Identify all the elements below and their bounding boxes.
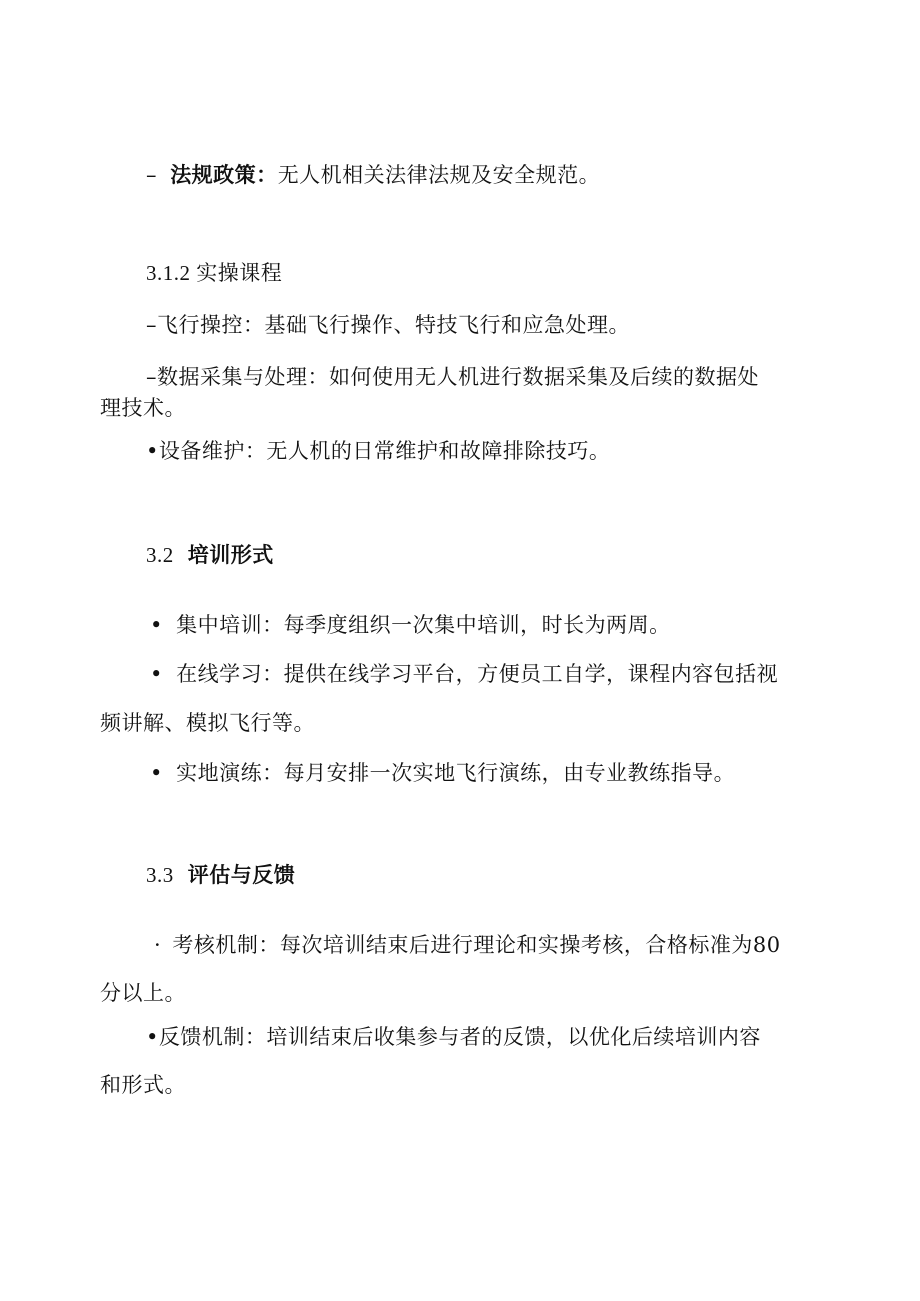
law-item-text: 无人机相关法律法规及安全规范。 bbox=[277, 163, 601, 187]
list-item-text: 设备维护：无人机的日常维护和故障排除技巧。 bbox=[158, 439, 611, 463]
list-item-text: 考核机制：每次培训结束后进行理论和实操考核，合格标准为80 bbox=[172, 933, 781, 957]
list-item bbox=[146, 310, 630, 340]
list-item bbox=[154, 930, 781, 960]
list-item-text: 实地演练：每月安排一次实地飞行演练，由专业教练指导。 bbox=[176, 761, 736, 785]
practical-course-heading: 3.1.2 实操课程 bbox=[146, 261, 283, 285]
section-title: 培训形式 bbox=[187, 542, 274, 567]
bullet-marker: • bbox=[146, 439, 159, 463]
bullet-marker: • bbox=[150, 613, 163, 637]
section-title: 评估与反馈 bbox=[187, 862, 296, 887]
law-item-label: 法规政策： bbox=[170, 162, 278, 187]
list-item-text: 飞行操控：基础飞行操作、特技飞行和应急处理。 bbox=[157, 313, 630, 337]
list-item-text: 集中培训：每季度组织一次集中培训，时长为两周。 bbox=[176, 613, 671, 637]
list-item-text: 在线学习：提供在线学习平台，方便员工自学，课程内容包括视 bbox=[176, 662, 779, 686]
dash-marker: – bbox=[146, 313, 157, 337]
dash-marker: – bbox=[146, 365, 157, 389]
bullet-marker: • bbox=[150, 662, 163, 686]
list-item-continuation: 理技术。 bbox=[100, 396, 186, 420]
list-item bbox=[150, 610, 671, 640]
section-number: 3.3 bbox=[146, 863, 174, 887]
list-item-text: 数据采集与处理：如何使用无人机进行数据采集及后续的数据处 bbox=[157, 365, 759, 389]
list-item bbox=[146, 436, 610, 466]
list-item-continuation: 频讲解、模拟飞行等。 bbox=[100, 711, 315, 735]
bullet-marker: • bbox=[150, 761, 163, 785]
section-number: 3.2 bbox=[146, 543, 174, 567]
list-item bbox=[146, 362, 759, 392]
list-item bbox=[150, 758, 735, 788]
dash-marker: – bbox=[146, 163, 157, 187]
list-item-continuation: 和形式。 bbox=[100, 1073, 186, 1097]
bullet-marker: · bbox=[154, 933, 162, 957]
law-item bbox=[146, 160, 600, 190]
list-item-continuation: 分以上。 bbox=[100, 981, 186, 1005]
list-item bbox=[150, 659, 778, 689]
section-heading bbox=[146, 860, 295, 890]
list-item bbox=[146, 1022, 761, 1052]
section-heading bbox=[146, 540, 274, 570]
bullet-marker: • bbox=[146, 1025, 159, 1049]
list-item-text: 反馈机制：培训结束后收集参与者的反馈，以优化后续培训内容 bbox=[158, 1025, 761, 1049]
